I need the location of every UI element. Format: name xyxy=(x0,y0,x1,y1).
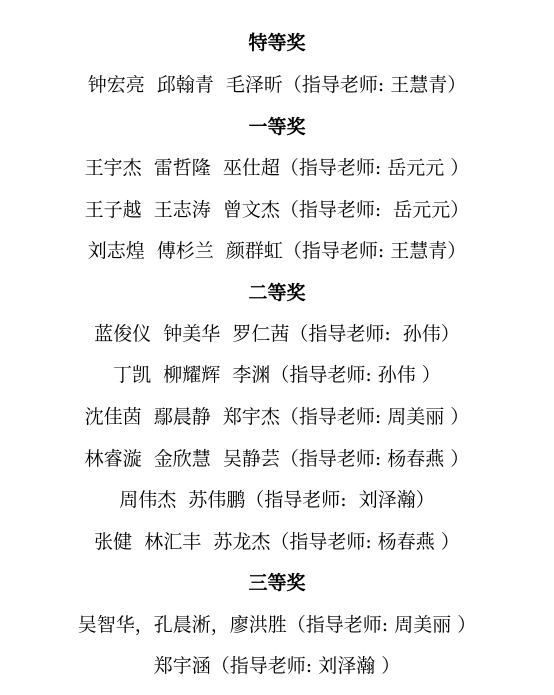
award-heading-special: 特等奖 xyxy=(248,32,306,54)
winner-row: 钟宏亮 邱翰青 毛泽昕（指导老师: 王慧青） xyxy=(87,74,467,96)
winner-row: 王子越 王志涛 曾文杰（指导老师: 岳元元） xyxy=(84,199,470,221)
award-heading-third: 三等奖 xyxy=(248,572,306,594)
winner-row: 吴智华，孔晨淅，廖洪胜（指导老师: 周美丽 ） xyxy=(77,614,477,636)
award-heading-first: 一等奖 xyxy=(248,116,306,138)
winner-row: 郑宇涵（指导老师: 刘泽瀚 ） xyxy=(153,655,401,677)
winner-row: 周伟杰 苏伟鹏（指导老师: 刘泽瀚） xyxy=(119,489,435,511)
winner-row: 王宇杰 雷哲隆 巫仕超（指导老师: 岳元元 ） xyxy=(84,157,470,179)
winner-row: 刘志煌 傅杉兰 颜群虹（指导老师: 王慧青） xyxy=(87,240,467,262)
award-heading-second: 二等奖 xyxy=(248,282,306,304)
winner-row: 丁凯 柳耀辉 李渊（指导老师: 孙伟 ） xyxy=(113,364,441,386)
winner-row: 沈佳茵 鄢晨静 郑宇杰（指导老师: 周美丽 ） xyxy=(84,406,470,428)
winner-row: 蓝俊仪 钟美华 罗仁茜（指导老师: 孙伟） xyxy=(94,323,460,345)
winner-row: 张健 林汇丰 苏龙杰（指导老师: 杨春燕 ） xyxy=(94,531,460,553)
winner-row: 林睿漩 金欣慧 吴静芸（指导老师: 杨春燕 ） xyxy=(84,448,470,470)
